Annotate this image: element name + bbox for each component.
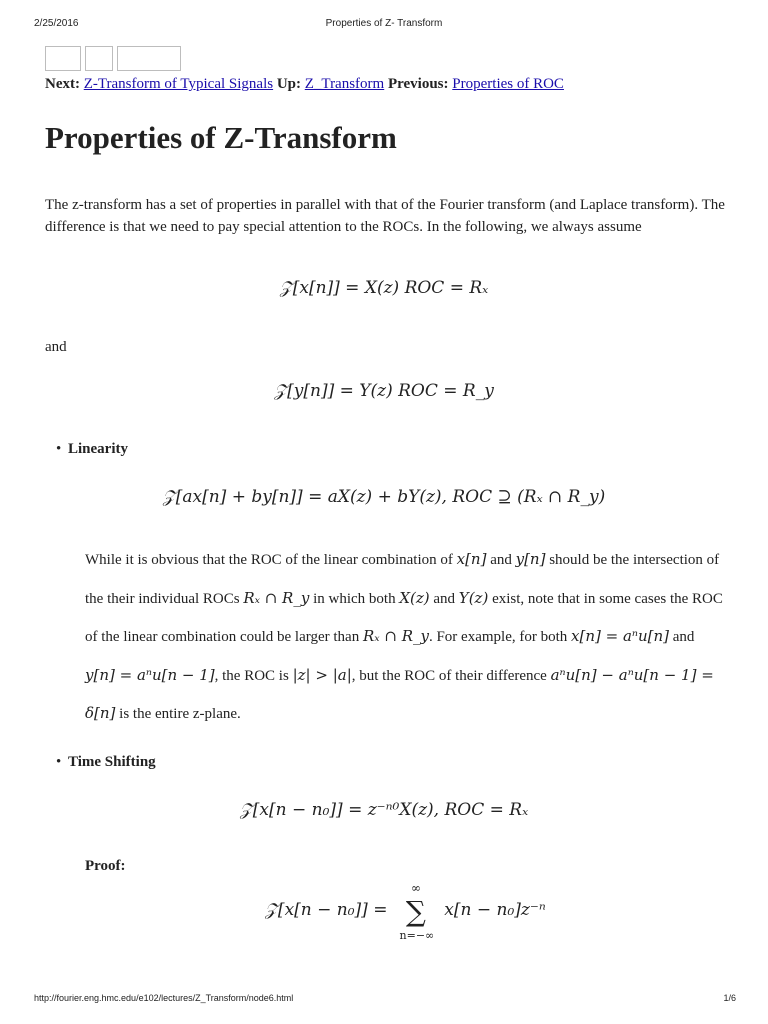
next-link[interactable]: Z-Transform of Typical Signals bbox=[83, 76, 274, 92]
page-title: Properties of Z-Transform bbox=[45, 120, 397, 155]
linearity-equation: 𝒵[ax[n] + by[n]] = aX(z) + bY(z), ROC ⊇ (Rₓ ∩ R_y) bbox=[162, 487, 606, 507]
time-shifting-equation: 𝒵[x[n − n₀]] = z⁻ⁿ⁰X(z), ROC = Rₓ bbox=[239, 800, 529, 820]
math-inline: y[n] bbox=[515, 550, 546, 568]
navigation-links bbox=[45, 76, 564, 93]
math-inline: x[n] bbox=[456, 550, 487, 568]
math-inline: aⁿu[n] − aⁿu[n − 1] = δ[n] bbox=[85, 665, 714, 722]
text-segment: While it is obvious that the ROC of the linear combination of bbox=[85, 552, 453, 568]
print-title: Properties of Z- Transform bbox=[325, 18, 443, 29]
next-label: Next: bbox=[45, 76, 80, 92]
math-inline: Rₓ ∩ R_y bbox=[243, 588, 310, 607]
previous-label: Previous: bbox=[387, 76, 449, 92]
summation-upper-limit: ∞ bbox=[410, 881, 421, 895]
up-nav-button[interactable] bbox=[85, 46, 113, 71]
math-inline: Rₓ ∩ R_y bbox=[362, 627, 429, 645]
next-nav-button[interactable] bbox=[45, 46, 81, 71]
linearity-heading: • Linearity bbox=[68, 441, 128, 458]
and-text: and bbox=[45, 339, 67, 355]
equation-x-transform: 𝒵[x[n]] = X(z) ROC = Rₓ bbox=[279, 278, 489, 298]
text-segment: is the entire z-plane. bbox=[119, 706, 241, 722]
previous-nav-button[interactable] bbox=[117, 46, 181, 71]
text-segment: should be the intersection of the their individual ROCs bbox=[85, 552, 720, 607]
math-inline: Y(z) bbox=[458, 588, 489, 607]
footer-page-number: 1/6 bbox=[723, 993, 736, 1003]
previous-link[interactable]: Properties of ROC bbox=[452, 76, 564, 92]
math-inline: |z| > |a| bbox=[292, 665, 352, 684]
footer-url: http://fourier.eng.hmc.edu/e102/lectures/Z_Transform/node6.html bbox=[34, 993, 294, 1003]
text-segment: , the ROC is bbox=[214, 667, 289, 684]
linearity-explanation bbox=[85, 541, 725, 734]
text-segment: , but the ROC of their difference bbox=[351, 667, 547, 684]
nav-button-group bbox=[45, 46, 181, 71]
intro-paragraph: The z-transform has a set of properties in parallel with that of the Fourier transform (and Laplace transform). The difference is that we need to pay special attention to the ROCs. In the following, we always assume bbox=[45, 197, 725, 235]
math-inline: x[n] = aⁿu[n] bbox=[571, 627, 670, 645]
print-date: 2/25/2016 bbox=[34, 18, 79, 29]
math-inline: X(z) bbox=[399, 588, 430, 607]
summation-symbol bbox=[393, 881, 439, 942]
text-segment: . For example, for both bbox=[428, 629, 568, 645]
math-inline: y[n] = aⁿu[n − 1] bbox=[85, 665, 215, 684]
text-segment: and bbox=[433, 590, 456, 607]
proof-lhs: 𝒵[x[n − n₀]] = bbox=[265, 900, 388, 920]
text-segment: and bbox=[490, 552, 512, 568]
proof-equation bbox=[265, 881, 546, 942]
summation-sigma: ∑ bbox=[405, 895, 426, 928]
text-segment: and bbox=[672, 629, 695, 645]
proof-rhs: x[n − n₀]z⁻ⁿ bbox=[444, 900, 546, 920]
text-segment: exist, note that in some cases the ROC of the linear combination could be larger than bbox=[85, 590, 723, 645]
up-label: Up: bbox=[276, 76, 302, 92]
time-shifting-heading: • Time Shifting bbox=[68, 754, 156, 771]
equation-y-transform: 𝒵[y[n]] = Y(z) ROC = R_y bbox=[274, 381, 494, 401]
proof-label: Proof: bbox=[85, 858, 126, 874]
summation-lower-limit: n=−∞ bbox=[399, 929, 435, 942]
text-segment: in which both bbox=[313, 590, 396, 607]
up-link[interactable]: Z_Transform bbox=[304, 76, 385, 92]
